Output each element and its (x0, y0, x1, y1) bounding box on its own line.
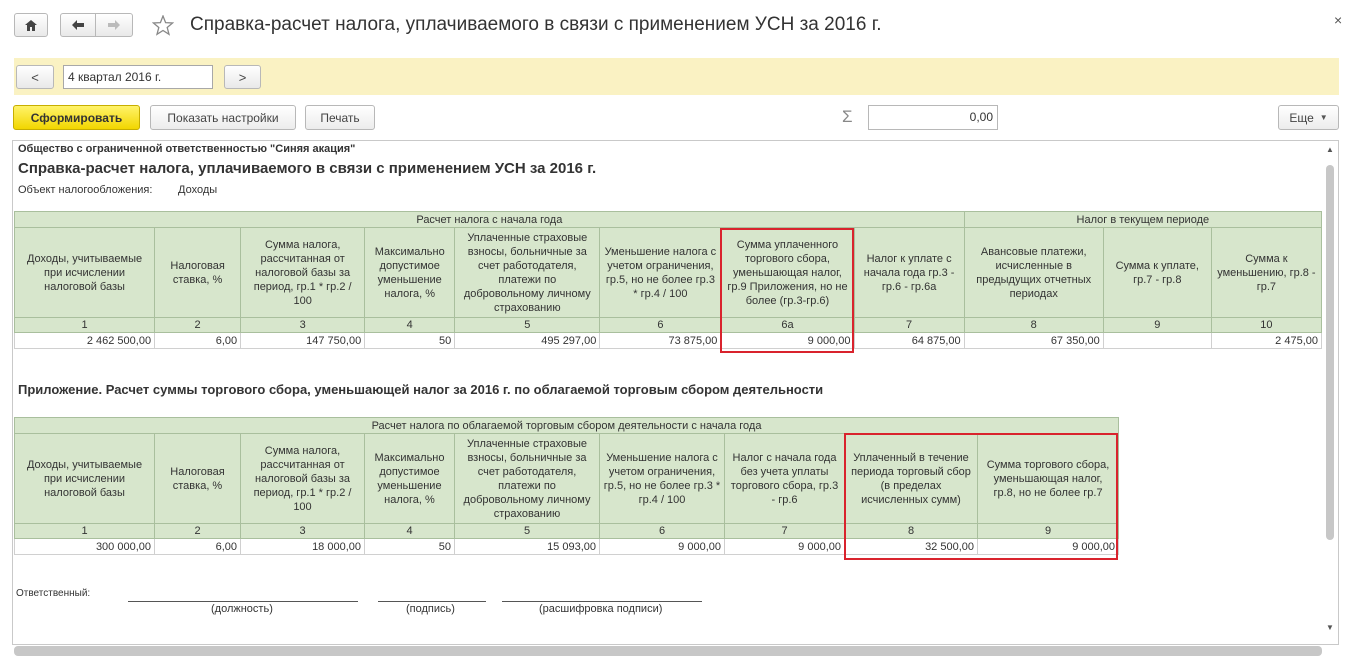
column-number: 9 (1103, 318, 1211, 333)
responsible-label: Ответственный: (16, 588, 91, 599)
column-header: Налоговая ставка, % (155, 434, 241, 524)
column-header: Максимально допустимое уменьшение налога, % (365, 434, 455, 524)
position-line (128, 601, 358, 602)
column-header: Сумма к уменьшению, гр.8 - гр.7 (1211, 228, 1321, 318)
column-number: 5 (455, 524, 600, 539)
arrow-left-icon (71, 19, 85, 31)
value-cell[interactable]: 9 000,00 (600, 539, 725, 555)
value-cell[interactable]: 73 875,00 (600, 333, 721, 349)
arrow-right-icon (107, 19, 121, 31)
period-panel (14, 58, 1339, 95)
next-period-button[interactable]: > (224, 65, 261, 89)
value-cell[interactable]: 300 000,00 (15, 539, 155, 555)
window-header (0, 0, 1363, 52)
column-header: Авансовые платежи, исчисленные в предыдущих отчетных периодах (964, 228, 1103, 318)
column-number: 6 (600, 318, 721, 333)
decode-line (502, 601, 702, 602)
decode-caption: (расшифровка подписи) (539, 603, 663, 615)
column-header: Максимально допустимое уменьшение налога, % (365, 228, 455, 318)
tax-calculation-table (14, 211, 1322, 349)
prev-period-button[interactable]: < (16, 65, 54, 89)
value-cell[interactable]: 32 500,00 (845, 539, 978, 555)
star-icon[interactable] (152, 15, 174, 36)
chevron-down-icon: ▼ (1319, 113, 1328, 122)
value-cell[interactable]: 6,00 (155, 333, 241, 349)
column-header: Сумма торгового сбора, уменьшающая налог, гр.8, но не более гр.7 (978, 434, 1119, 524)
scroll-down-icon[interactable]: ▼ (1326, 623, 1334, 632)
column-number: 4 (365, 524, 455, 539)
close-icon[interactable]: × (1334, 12, 1343, 28)
column-number: 1 (15, 318, 155, 333)
column-number: 3 (241, 318, 365, 333)
period-field[interactable] (63, 65, 213, 89)
column-number: 8 (845, 524, 978, 539)
sigma-icon: Σ (842, 107, 853, 126)
scroll-up-icon[interactable]: ▲ (1326, 145, 1334, 154)
generate-button[interactable]: Сформировать (13, 105, 140, 130)
value-cell[interactable]: 147 750,00 (241, 333, 365, 349)
value-cell[interactable]: 9 000,00 (721, 333, 854, 349)
column-number: 7 (725, 524, 845, 539)
column-header: Сумма налога, рассчитанная от налоговой базы за период, гр.1 * гр.2 / 100 (241, 434, 365, 524)
column-header: Сумма к уплате, гр.7 - гр.8 (1103, 228, 1211, 318)
window-title: Справка-расчет налога, уплачиваемого в связи с применением УСН за 2016 г. (190, 14, 882, 35)
value-cell[interactable]: 495 297,00 (455, 333, 600, 349)
tax-object-label: Объект налогообложения: (18, 184, 153, 196)
print-button[interactable]: Печать (305, 105, 375, 130)
group-header-year: Расчет налога с начала года (15, 212, 965, 228)
more-button[interactable] (1278, 105, 1339, 130)
column-header: Налоговая ставка, % (155, 228, 241, 318)
forward-button[interactable] (95, 13, 133, 37)
vertical-scroll-thumb[interactable] (1326, 165, 1334, 540)
value-cell[interactable]: 67 350,00 (964, 333, 1103, 349)
column-number: 6а (721, 318, 854, 333)
column-number: 9 (978, 524, 1119, 539)
organization-name: Общество с ограниченной ответственностью "Синяя акация" (18, 143, 356, 155)
tax-object-value: Доходы (178, 184, 218, 196)
column-number: 5 (455, 318, 600, 333)
more-label: Еще (1289, 110, 1314, 125)
appendix-title: Приложение. Расчет суммы торгового сбора, уменьшающей налог за 2016 г. по облагаемой торговым сбором деятельности (18, 382, 824, 397)
column-header: Сумма налога, рассчитанная от налоговой базы за период, гр.1 * гр.2 / 100 (241, 228, 365, 318)
value-cell[interactable]: 15 093,00 (455, 539, 600, 555)
column-header: Уплаченные страховые взносы, больничные за счет работодателя, платежи по добровольному личному страхованию (455, 434, 600, 524)
sign-line (378, 601, 486, 602)
group-header-current-period: Налог в текущем периоде (964, 212, 1321, 228)
sum-field: 0,00 (868, 105, 998, 130)
sign-caption: (подпись) (406, 603, 455, 615)
home-button[interactable] (14, 13, 48, 37)
back-button[interactable] (60, 13, 96, 37)
value-cell[interactable]: 50 (365, 333, 455, 349)
value-cell[interactable]: 50 (365, 539, 455, 555)
value-cell[interactable]: 64 875,00 (854, 333, 964, 349)
position-caption: (должность) (211, 603, 273, 615)
column-number: 10 (1211, 318, 1321, 333)
column-header: Налог к уплате с начала года гр.3 - гр.6 - гр.6а (854, 228, 964, 318)
column-header: Уменьшение налога с учетом ограничения, гр.5, но не более гр.3 * гр.4 / 100 (600, 434, 725, 524)
column-header: Сумма уплаченного торгового сбора, уменьшающая налог, гр.9 Приложения, но не более (гр.3-гр.6) (721, 228, 854, 318)
column-header: Уменьшение налога с учетом ограничения, гр.5, но не более гр.3 * гр.4 / 100 (600, 228, 721, 318)
column-number: 6 (600, 524, 725, 539)
column-header: Уплаченный в течение периода торговый сбор (в пределах исчисленных сумм) (845, 434, 978, 524)
home-icon (24, 19, 38, 32)
value-cell[interactable]: 2 475,00 (1211, 333, 1321, 349)
column-number: 2 (155, 318, 241, 333)
column-number: 7 (854, 318, 964, 333)
column-number: 8 (964, 318, 1103, 333)
column-header: Налог с начала года без учета уплаты торгового сбора, гр.3 - гр.6 (725, 434, 845, 524)
column-header: Уплаченные страховые взносы, больничные за счет работодателя, платежи по добровольному личному страхованию (455, 228, 600, 318)
column-header: Доходы, учитываемые при исчислении налоговой базы (15, 434, 155, 524)
column-number: 1 (15, 524, 155, 539)
column-number: 3 (241, 524, 365, 539)
column-header: Доходы, учитываемые при исчислении налоговой базы (15, 228, 155, 318)
column-number: 4 (365, 318, 455, 333)
horizontal-scrollbar[interactable] (14, 646, 1322, 656)
value-cell[interactable]: 6,00 (155, 539, 241, 555)
report-document[interactable] (12, 140, 1339, 645)
value-cell[interactable] (1103, 333, 1211, 349)
group-header-trade-fee: Расчет налога по облагаемой торговым сбором деятельности с начала года (15, 418, 1119, 434)
vertical-scrollbar[interactable] (1324, 143, 1336, 636)
show-settings-button[interactable]: Показать настройки (150, 105, 296, 130)
value-cell[interactable]: 18 000,00 (241, 539, 365, 555)
trade-fee-table (14, 417, 1119, 555)
column-number: 2 (155, 524, 241, 539)
report-title: Справка-расчет налога, уплачиваемого в связи с применением УСН за 2016 г. (18, 160, 597, 177)
period-value: 4 квартал 2016 г. (68, 70, 162, 84)
value-cell[interactable]: 9 000,00 (978, 539, 1119, 555)
value-cell[interactable]: 2 462 500,00 (15, 333, 155, 349)
value-cell[interactable]: 9 000,00 (725, 539, 845, 555)
